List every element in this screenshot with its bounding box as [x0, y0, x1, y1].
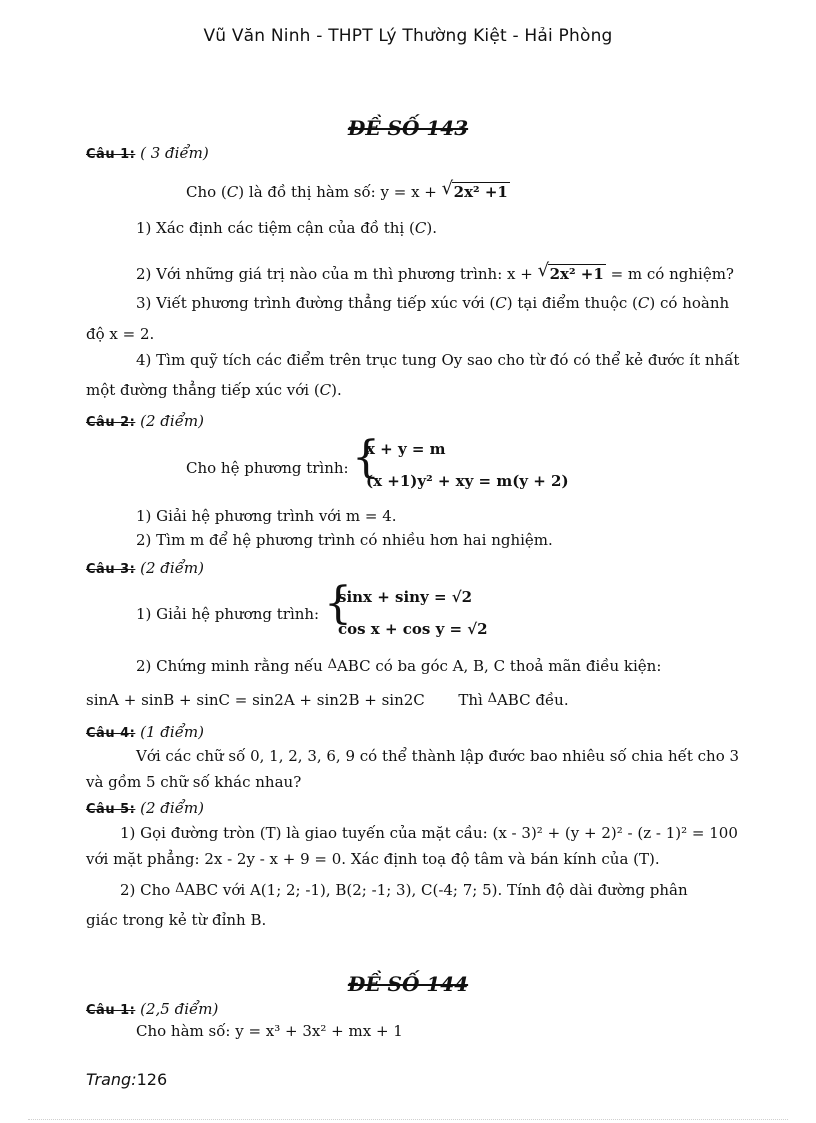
question-3-part-1: 1) Giải hệ phương trình:	[136, 605, 320, 623]
sqrt-expression: √ 2x² +1	[441, 178, 508, 201]
question-2-heading	[86, 412, 204, 430]
question-5-heading	[86, 799, 204, 817]
system-brace: {	[324, 578, 352, 629]
triangle-symbol: Δ	[327, 657, 337, 672]
page-footer: Trang:126	[86, 1070, 168, 1089]
question-5-part-2-line-2: giác trong kẻ từ đỉnh B.	[86, 911, 267, 929]
question-points: ( 3 điểm)	[140, 144, 209, 162]
question-label: Câu 5:	[86, 802, 136, 817]
question-2-part-2: 2) Tìm m để hệ phương trình có nhiều hơn hai nghiệm.	[136, 531, 553, 549]
question-points: (2 điểm)	[140, 412, 204, 430]
exam-title-144: ĐỀ SỐ 144	[347, 972, 469, 996]
system-intro: Cho hệ phương trình:	[186, 459, 349, 477]
question-1-part-4-cont: một đường thẳng tiếp xúc với (C).	[86, 381, 342, 399]
question-4-line-2: và gồm 5 chữ số khác nhau?	[86, 773, 302, 791]
system-equation-1: x + y = m	[366, 440, 446, 458]
sqrt-expression: √ 2x² +1	[537, 260, 604, 283]
question-3-part-2: 2) Chứng minh rằng nếu ΔABC có ba góc A, B, C thoả mãn điều kiện:	[136, 657, 662, 675]
system-brace: {	[352, 432, 380, 483]
question-2-part-1: 1) Giải hệ phương trình với m = 4.	[136, 507, 397, 525]
question-4-line-1: Với các chữ số 0, 1, 2, 3, 6, 9 có thể thành lập đước bao nhiêu số chia hết cho 3	[136, 747, 740, 765]
question-5-part-2-line-1: 2) Cho ΔABC với A(1; 2; -1), B(2; -1; 3), C(-4; 7; 5). Tính độ dài đường phân	[120, 881, 688, 899]
question-1-part-3-cont: độ x = 2.	[86, 325, 155, 343]
question-3-condition: sinA + sinB + sinC = sin2A + sin2B + sin2C Thì ΔABC đều.	[86, 691, 569, 709]
question-1-part-3: 3) Viết phương trình đường thẳng tiếp xúc với (C) tại điểm thuộc (C) có hoành	[136, 294, 730, 312]
question-1-heading	[86, 144, 209, 162]
question-label: Câu 1:	[86, 147, 136, 162]
question-label: Câu 1:	[86, 1003, 136, 1018]
question-1-heading-144	[86, 1000, 218, 1018]
triangle-symbol: Δ	[487, 691, 497, 706]
footer-divider	[28, 1119, 788, 1120]
question-label: Câu 4:	[86, 726, 136, 741]
question-5-part-1-line-1: 1) Gọi đường tròn (T) là giao tuyến của mặt cầu: (x - 3)² + (y + 2)² - (z - 1)² = 100	[120, 824, 738, 842]
question-points: (2 điểm)	[140, 799, 204, 817]
system-equation-2: (x +1)y² + xy = m(y + 2)	[366, 472, 569, 490]
question-label: Câu 3:	[86, 562, 136, 577]
question-points: (2,5 điểm)	[140, 1000, 219, 1018]
system-equation-2: cos x + cos y = √2	[338, 620, 488, 638]
page-header: Vũ Văn Ninh - THPT Lý Thường Kiệt - Hải Phòng	[203, 26, 613, 46]
system-equation-1: sinx + siny = √2	[338, 588, 473, 606]
exam-title-143: ĐỀ SỐ 143	[347, 116, 469, 140]
question-points: (2 điểm)	[140, 559, 204, 577]
question-3-heading	[86, 559, 204, 577]
question-1-part-2: 2) Với những giá trị nào của m thì phương trình: x + √ 2x² +1 = m có nghiệm?	[136, 260, 734, 283]
question-4-heading	[86, 723, 204, 741]
question-1-part-4: 4) Tìm quỹ tích các điểm trên trục tung Oy sao cho từ đó có thể kẻ đước ít nhất	[136, 351, 740, 369]
question-1-part-1: 1) Xác định các tiệm cận của đồ thị (C).	[136, 219, 437, 237]
question-points: (1 điểm)	[140, 723, 204, 741]
triangle-symbol: Δ	[175, 881, 185, 896]
question-5-part-1-line-2: với mặt phẳng: 2x - 2y - x + 9 = 0. Xác định toạ độ tâm và bán kính của (T).	[86, 850, 660, 868]
question-label: Câu 2:	[86, 415, 136, 430]
question-1-function: Cho (C) là đồ thị hàm số: y = x + √ 2x² +1	[186, 178, 508, 201]
question-1-text-144: Cho hàm số: y = x³ + 3x² + mx + 1	[136, 1022, 403, 1040]
